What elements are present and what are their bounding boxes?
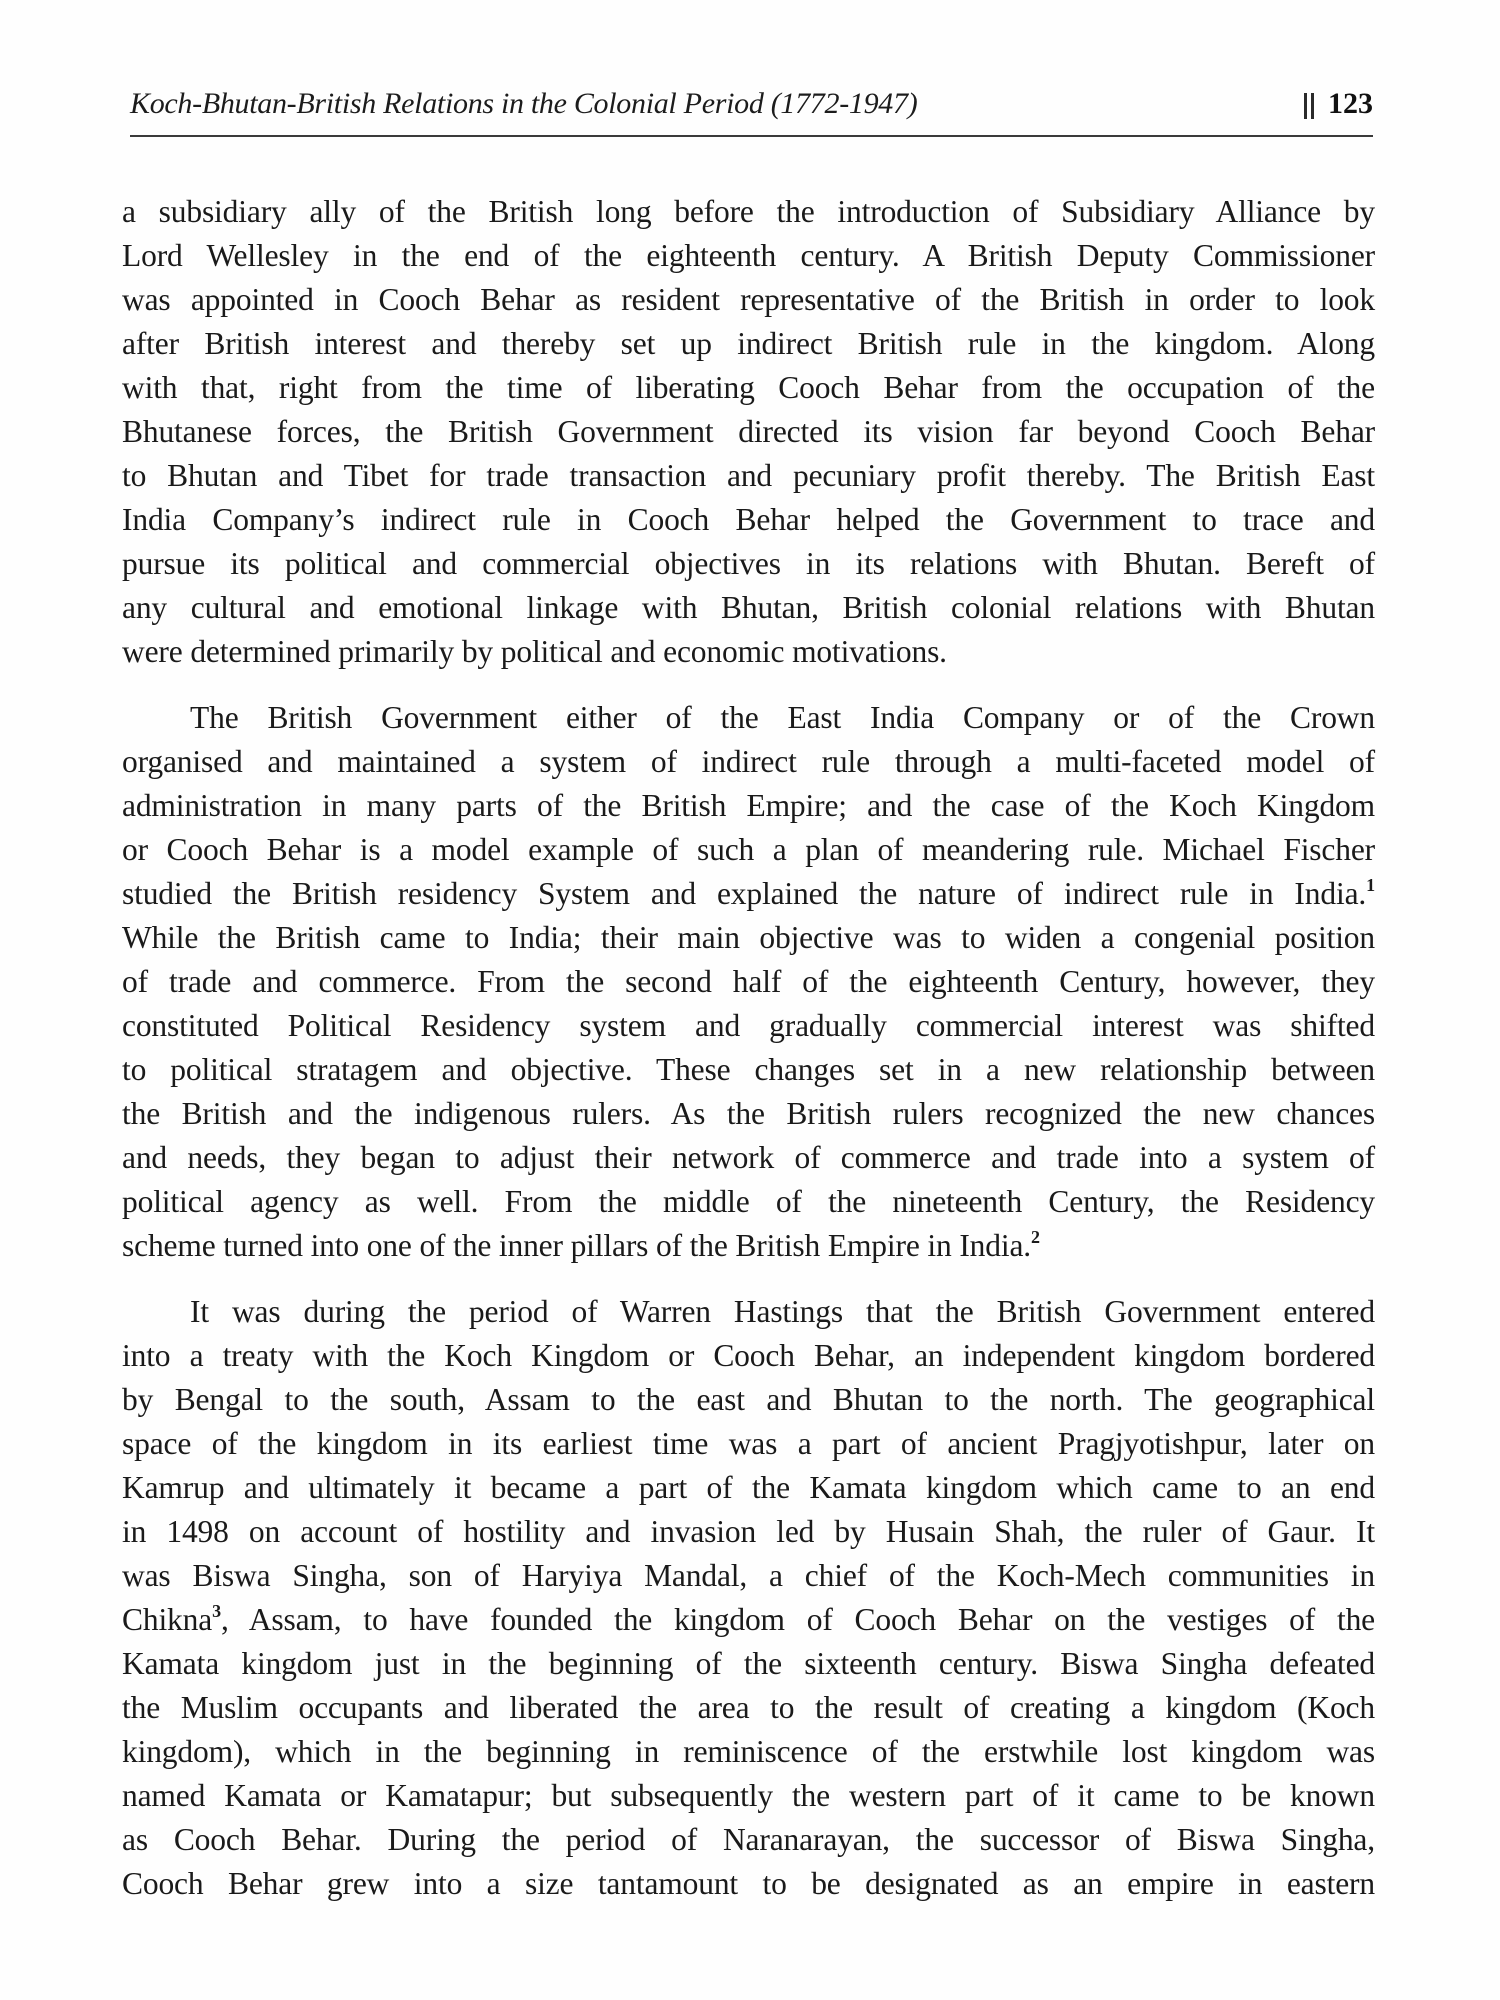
text-line: India Company’s indirect rule in Cooch Behar helped the Government to trace and xyxy=(122,502,1375,537)
text-line: political agency as well. From the middle of the nineteenth Century, the Residency xyxy=(122,1184,1375,1219)
paragraph xyxy=(122,696,1375,1268)
text-line: It was during the period of Warren Hastings that the British Government entered xyxy=(190,1294,1375,1329)
text-line: Lord Wellesley in the end of the eighteenth century. A British Deputy Commissioner xyxy=(122,238,1375,273)
text-line xyxy=(122,1598,1375,1642)
double-bar-separator-icon xyxy=(1304,93,1314,119)
text-line: While the British came to India; their main objective was to widen a congenial position xyxy=(122,920,1375,955)
text-line: after British interest and thereby set up indirect British rule in the kingdom. Along xyxy=(122,326,1375,361)
text-line: pursue its political and commercial objectives in its relations with Bhutan. Bereft of xyxy=(122,546,1375,581)
text-line-content: Chikna xyxy=(122,1602,213,1637)
text-line: constituted Political Residency system and gradually commercial interest was shifted xyxy=(122,1008,1375,1043)
text-line: with that, right from the time of liberating Cooch Behar from the occupation of the xyxy=(122,370,1375,405)
text-line: to political stratagem and objective. These changes set in a new relationship between xyxy=(122,1052,1375,1087)
page-number: 123 xyxy=(1328,87,1373,120)
page-number-block xyxy=(1304,84,1373,124)
text-line: of trade and commerce. From the second half of the eighteenth Century, however, they xyxy=(122,964,1375,999)
text-line: space of the kingdom in its earliest time was a part of ancient Pragjyotishpur, later on xyxy=(122,1426,1375,1461)
footnote-marker[interactable]: 3 xyxy=(212,1600,221,1621)
running-title: Koch-Bhutan-British Relations in the Colonial Period (1772-1947) xyxy=(130,87,918,120)
text-line: kingdom), which in the beginning in reminiscence of the erstwhile lost kingdom was xyxy=(122,1734,1375,1769)
body-text xyxy=(122,190,1375,1928)
text-line: Kamata kingdom just in the beginning of the sixteenth century. Biswa Singha defeated xyxy=(122,1646,1375,1681)
text-line-content: studied the British residency System and explained the nature of indirect rule in India. xyxy=(122,876,1367,911)
paragraph xyxy=(122,190,1375,674)
text-line: any cultural and emotional linkage with Bhutan, British colonial relations with Bhutan xyxy=(122,590,1375,625)
running-header xyxy=(130,84,1373,124)
paragraph xyxy=(122,1290,1375,1906)
footnote-marker[interactable]: 2 xyxy=(1031,1226,1040,1247)
text-line: to Bhutan and Tibet for trade transaction and pecuniary profit thereby. The British East xyxy=(122,458,1375,493)
header-rule xyxy=(130,135,1373,137)
text-line-content: scheme turned into one of the inner pillars of the British Empire in India. xyxy=(122,1228,1032,1263)
text-line: by Bengal to the south, Assam to the east and Bhutan to the north. The geographical xyxy=(122,1382,1375,1417)
text-line: was appointed in Cooch Behar as resident representative of the British in order to look xyxy=(122,282,1375,317)
text-line: The British Government either of the East India Company or of the Crown xyxy=(190,700,1375,735)
text-line: the British and the indigenous rulers. As the British rulers recognized the new chances xyxy=(122,1096,1375,1131)
text-line: was Biswa Singha, son of Haryiya Mandal, a chief of the Koch-Mech communities in xyxy=(122,1558,1375,1593)
footnote-marker[interactable]: 1 xyxy=(1366,874,1375,895)
text-line: were determined primarily by political and economic motivations. xyxy=(122,634,947,669)
text-line: in 1498 on account of hostility and invasion led by Husain Shah, the ruler of Gaur. It xyxy=(122,1514,1375,1549)
text-line: administration in many parts of the British Empire; and the case of the Koch Kingdom xyxy=(122,788,1375,823)
text-line: Bhutanese forces, the British Government directed its vision far beyond Cooch Behar xyxy=(122,414,1375,449)
text-line: or Cooch Behar is a model example of such a plan of meandering rule. Michael Fischer xyxy=(122,832,1375,867)
text-line: Kamrup and ultimately it became a part of the Kamata kingdom which came to an end xyxy=(122,1470,1375,1505)
text-line: and needs, they began to adjust their network of commerce and trade into a system of xyxy=(122,1140,1375,1175)
text-line xyxy=(122,872,1375,916)
text-line: a subsidiary ally of the British long before the introduction of Subsidiary Alliance by xyxy=(122,194,1375,229)
text-line: named Kamata or Kamatapur; but subsequently the western part of it came to be known xyxy=(122,1778,1375,1813)
text-line: Cooch Behar grew into a size tantamount to be designated as an empire in eastern xyxy=(122,1866,1375,1901)
text-line: organised and maintained a system of indirect rule through a multi-faceted model of xyxy=(122,744,1375,779)
text-line: into a treaty with the Koch Kingdom or Cooch Behar, an independent kingdom bordered xyxy=(122,1338,1375,1373)
text-line-content: , Assam, to have founded the kingdom of Cooch Behar on the vestiges of the xyxy=(220,1602,1375,1637)
text-line: as Cooch Behar. During the period of Naranarayan, the successor of Biswa Singha, xyxy=(122,1822,1375,1857)
text-line xyxy=(122,1224,1375,1268)
text-line: the Muslim occupants and liberated the area to the result of creating a kingdom (Koch xyxy=(122,1690,1375,1725)
